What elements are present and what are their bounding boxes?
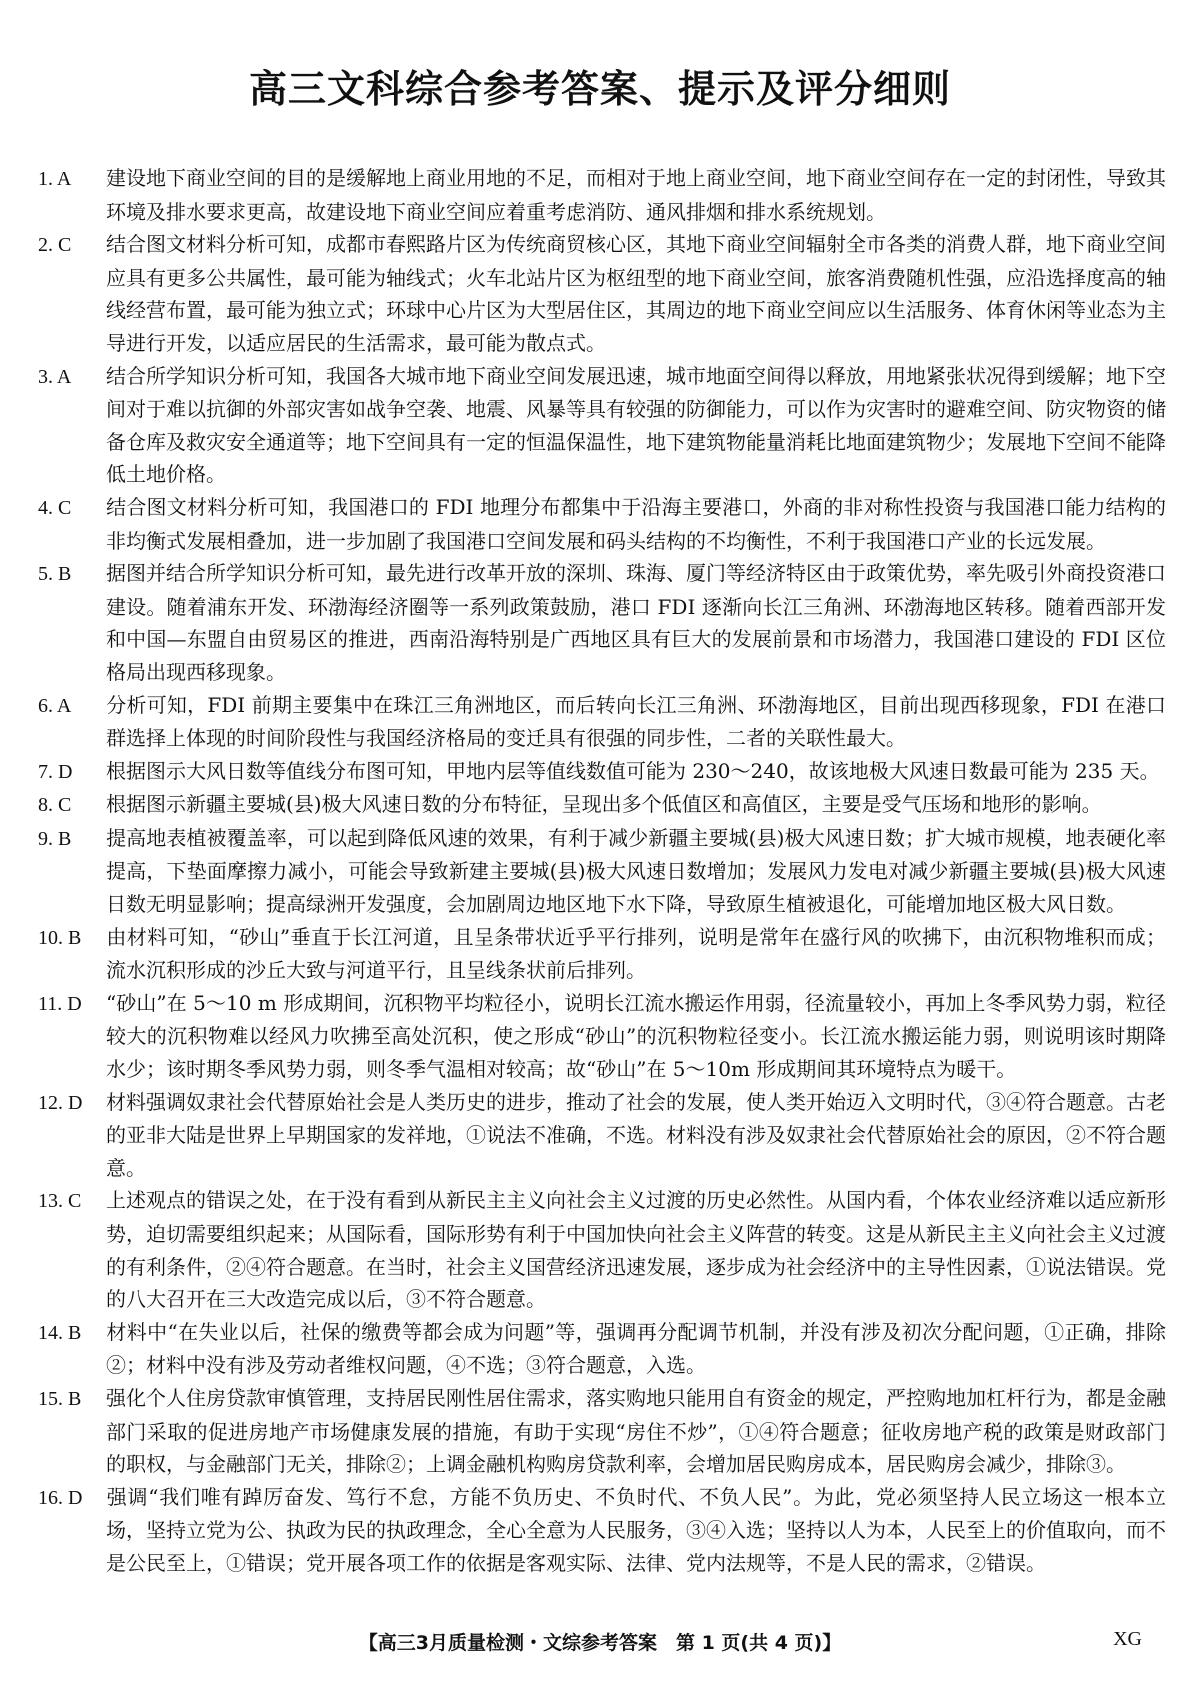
- answer-item: [38, 228, 1166, 359]
- answer-label: 12. D: [38, 1091, 83, 1114]
- answer-label: 4. C: [38, 496, 72, 519]
- answer-item: [38, 1382, 1166, 1481]
- answer-item: [38, 921, 1166, 987]
- answer-item: [38, 1481, 1166, 1580]
- answer-label: 7. D: [38, 760, 73, 783]
- answer-item: [38, 1184, 1166, 1315]
- answer-label: 13. C: [38, 1190, 82, 1213]
- answer-label: 16. D: [38, 1486, 83, 1509]
- answer-explanation: 提高地表植被覆盖率，可以起到降低风速的效果，有利于减少新疆主要城(县)极大风速日数；扩大城市规模，地表硬化率提高，下垫面摩擦力减小，可能会导致新建主要城(县)极大风速日数增加；发展风力发电对减少新疆主要城(县)极大风速日数无明显影响；提高绿洲开发强度，会加剧周边地区地下水下降，导致原生植被退化，可能增加地区极大风日数。: [106, 825, 1166, 917]
- answer-explanation: 结合图文材料分析可知，成都市春熙路片区为传统商贸核心区，其地下商业空间辐射全市各类的消费人群，地下商业空间应具有更多公共属性，最可能为轴线式；火车北站片区为枢纽型的地下商业空间，旅客消费随机性强，应沿选择度高的轴线经营布置，最可能为独立式；环球中心片区为大型居住区，其周边的地下商业空间应以生活服务、体育休闲等业态为主导进行开发，以适应居民的生活需求，最可能为散点式。: [106, 232, 1166, 355]
- answer-label: 9. B: [38, 827, 72, 850]
- answer-explanation: 据图并结合所学知识分析可知，最先进行改革开放的深圳、珠海、厦门等经济特区由于政策优势，率先吸引外商投资港口建设。随着浦东开发、环渤海经济圈等一系列政策鼓励，港口 FDI 逐渐向长江三角洲、环渤海地区转移。随着西部开发和中国—东盟自由贸易区的推进，西南沿海特别是广西地区具有巨大的发展前景和市场潜力，我国港口建设的 FDI 区位格局出现西移现象。: [106, 561, 1166, 684]
- answer-explanation: 根据图示大风日数等值线分布图可知，甲地内层等值线数值可能为 230～240，故该地极大风速日数最可能为 235 天。: [106, 758, 1160, 783]
- answer-label: 3. A: [38, 365, 72, 388]
- answer-list: [38, 162, 1166, 1580]
- answer-explanation: 材料强调奴隶社会代替原始社会是人类历史的进步，推动了社会的发展，使人类开始迈入文明时代，③④符合题意。古老的亚非大陆是世界上早期国家的发祥地，①说法不准确，不选。材料没有涉及奴隶社会代替原始社会的原因，②不符合题意。: [106, 1089, 1166, 1180]
- footer-code: XG: [1113, 1628, 1142, 1650]
- answer-label: 14. B: [38, 1321, 82, 1344]
- answer-item: [38, 788, 1166, 822]
- answer-label: 10. B: [38, 926, 82, 949]
- answer-explanation: 根据图示新疆主要城(县)极大风速日数的分布特征，呈现出多个低值区和高值区，主要是受气压场和地形的影响。: [106, 792, 1102, 817]
- answer-item: [38, 491, 1166, 557]
- answer-explanation: 建设地下商业空间的目的是缓解地上商业用地的不足，而相对于地上商业空间，地下商业空间存在一定的封闭性，导致其环境及排水要求更高，故建设地下商业空间应着重考虑消防、通风排烟和排水系统规划。: [106, 166, 1166, 224]
- answer-explanation: 由材料可知，“砂山”垂直于长江河道，且呈条带状近乎平行排列，说明是常年在盛行风的吹拂下，由沉积物堆积而成；流水沉积形成的沙丘大致与河道平行，且呈线条状前后排列。: [106, 924, 1166, 983]
- answer-item: [38, 162, 1166, 228]
- answer-item: [38, 360, 1166, 491]
- answer-label: 6. A: [38, 694, 72, 717]
- answer-explanation: “砂山”在 5～10 m 形成期间，沉积物平均粒径小，说明长江流水搬运作用弱，径流量较小，再加上冬季风势力弱，粒径较大的沉积物难以经风力吹拂至高处沉积，使之形成“砂山”的沉积物粒径变小。长江流水搬运能力弱，则说明该时期降水少；该时期冬季风势力弱，则冬季气温相对较高；故“砂山”在 5～10m 形成期间其环境特点为暖干。: [106, 990, 1166, 1082]
- footer-page-info: 【高三3月质量检测・文综参考答案 第 1 页(共 4 页)】: [358, 1632, 842, 1654]
- answer-item: [38, 822, 1166, 921]
- answer-label: 11. D: [38, 992, 82, 1015]
- answer-label: 15. B: [38, 1387, 82, 1410]
- answer-item: [38, 1316, 1166, 1382]
- answer-explanation: 材料中“在失业以后，社保的缴费等都会成为问题”等，强调再分配调节机制，并没有涉及初次分配问题，①正确，排除②；材料中没有涉及劳动者维权问题，④不选；③符合题意，入选。: [106, 1319, 1166, 1378]
- answer-explanation: 结合图文材料分析可知，我国港口的 FDI 地理分布都集中于沿海主要港口，外商的非对称性投资与我国港口能力结构的非均衡式发展相叠加，进一步加剧了我国港口空间发展和码头结构的不均衡性，不利于我国港口产业的长远发展。: [106, 494, 1166, 553]
- answer-item: [38, 689, 1166, 755]
- answer-item: [38, 755, 1166, 789]
- answer-item: [38, 1086, 1166, 1185]
- answer-explanation: 强化个人住房贷款审慎管理，支持居民刚性居住需求，落实购地只能用自有资金的规定，严控购地加杠杆行为，都是金融部门采取的促进房地产市场健康发展的措施，有助于实现“房住不炒”，①④符合题意；征收房地产税的政策是财政部门的职权，与金融部门无关，排除②；上调金融机构购房贷款利率，会增加居民购房成本，居民购房会减少，排除③。: [106, 1385, 1166, 1477]
- answer-explanation: 上述观点的错误之处，在于没有看到从新民主主义向社会主义过渡的历史必然性。从国内看，个体农业经济难以适应新形势，迫切需要组织起来；从国际看，国际形势有利于中国加快向社会主义阵营的转变。这是从新民主主义向社会主义过渡的有利条件，②④符合题意。在当时，社会主义国营经济迅速发展，逐步成为社会经济中的主导性因素，①说法错误。党的八大召开在三大改造完成以后，③不符合题意。: [106, 1188, 1166, 1312]
- answer-item: [38, 557, 1166, 688]
- answer-item: [38, 987, 1166, 1086]
- answer-label: 5. B: [38, 563, 72, 586]
- answer-explanation: 强调“我们唯有踔厉奋发、笃行不怠，方能不负历史、不负时代、不负人民”。为此，党必须坚持人民立场这一根本立场，坚持立党为公、执政为民的执政理念，全心全意为人民服务，③④入选；坚持以人为本，人民至上的价值取向，而不是公民至上，①错误；党开展各项工作的依据是客观实际、法律、党内法规等，不是人民的需求，②错误。: [106, 1484, 1166, 1575]
- answer-label: 8. C: [38, 794, 72, 817]
- answer-explanation: 分析可知，FDI 前期主要集中在珠江三角洲地区，而后转向长江三角洲、环渤海地区，目前出现西移现象，FDI 在港口群选择上体现的时间阶段性与我国经济格局的变迁具有很强的同步性，二者的关联性最大。: [106, 692, 1166, 751]
- page-title: 高三文科综合参考答案、提示及评分细则: [248, 67, 951, 111]
- answer-explanation: 结合所学知识分析可知，我国各大城市地下商业空间发展迅速，城市地面空间得以释放，用地紧张状况得到缓解；地下空间对于难以抗御的外部灾害如战争空袭、地震、风暴等具有较强的防御能力，可以作为灾害时的避难空间、防灾物资的储备仓库及救灾安全通道等；地下空间具有一定的恒温保温性，地下建筑物能量消耗比地面建筑物少；发展地下空间不能降低土地价格。: [106, 363, 1166, 487]
- answer-label: 2. C: [38, 234, 72, 257]
- page-footer: [0, 1628, 1200, 1658]
- answer-label: 1. A: [38, 168, 72, 190]
